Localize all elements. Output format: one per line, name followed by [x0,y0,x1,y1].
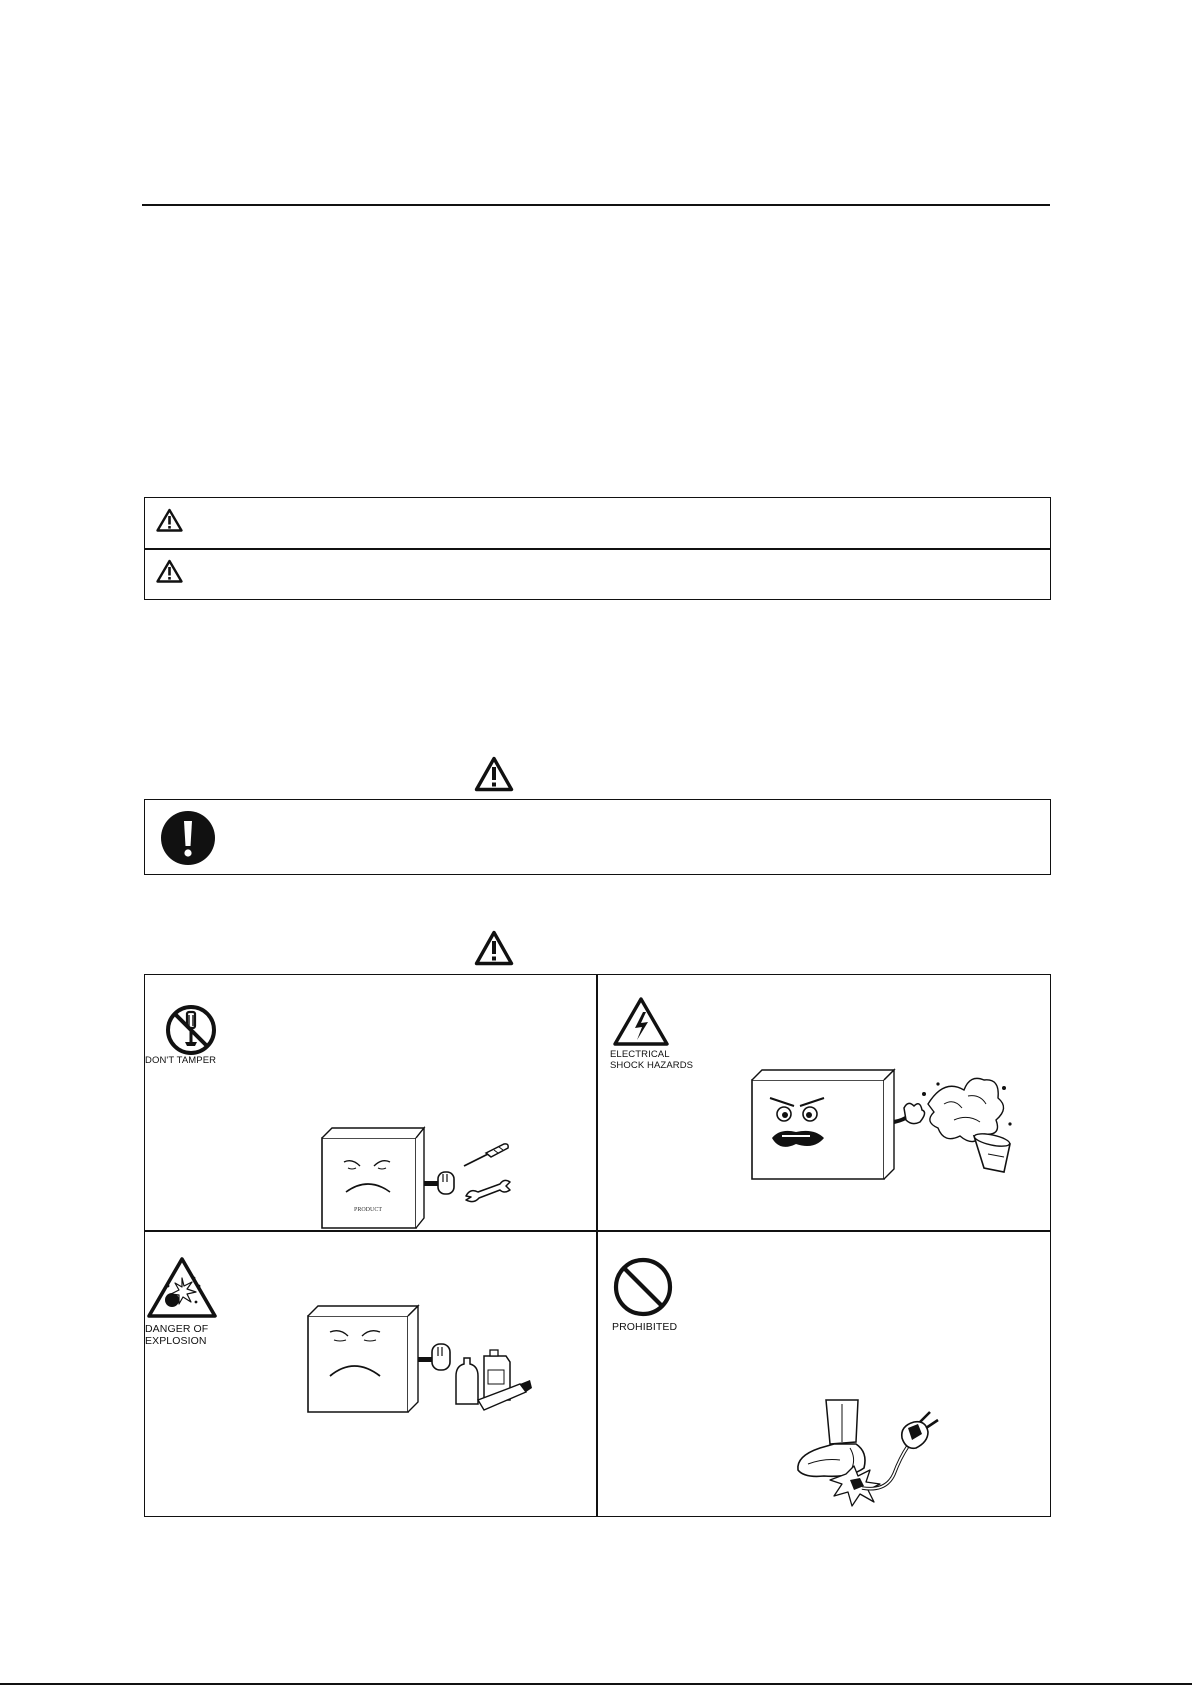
mandatory-action-icon [160,810,216,866]
warning-triangle-icon [474,756,514,792]
explosion-danger-icon [146,1256,218,1320]
electrical-shock-caption: ELECTRICAL SHOCK HAZARDS [610,1049,694,1071]
hazard-grid-vertical-divider [596,974,598,1517]
hazard-grid-horizontal-divider [144,1230,1051,1232]
warning-triangle-icon [474,930,514,966]
product-label: PRODUCT [353,1207,383,1213]
shock-illustration [748,1064,1022,1184]
warning-triangle-icon [156,559,183,583]
prohibited-icon [612,1256,674,1318]
explosion-danger-caption: DANGER OF EXPLOSION [145,1323,209,1347]
header-rule [142,204,1050,206]
mandatory-instruction-box [144,799,1051,875]
table-row-divider [144,548,1051,550]
prohibited-caption: PROHIBITED [612,1321,678,1333]
explosion-illustration [300,1300,536,1418]
no-tamper-icon [165,1004,217,1056]
tamper-illustration [318,1120,518,1230]
electrical-shock-icon [612,996,670,1048]
prohibited-illustration [790,1398,946,1510]
warning-triangle-icon [156,508,183,532]
no-tamper-caption: DON'T TAMPER [145,1055,217,1066]
